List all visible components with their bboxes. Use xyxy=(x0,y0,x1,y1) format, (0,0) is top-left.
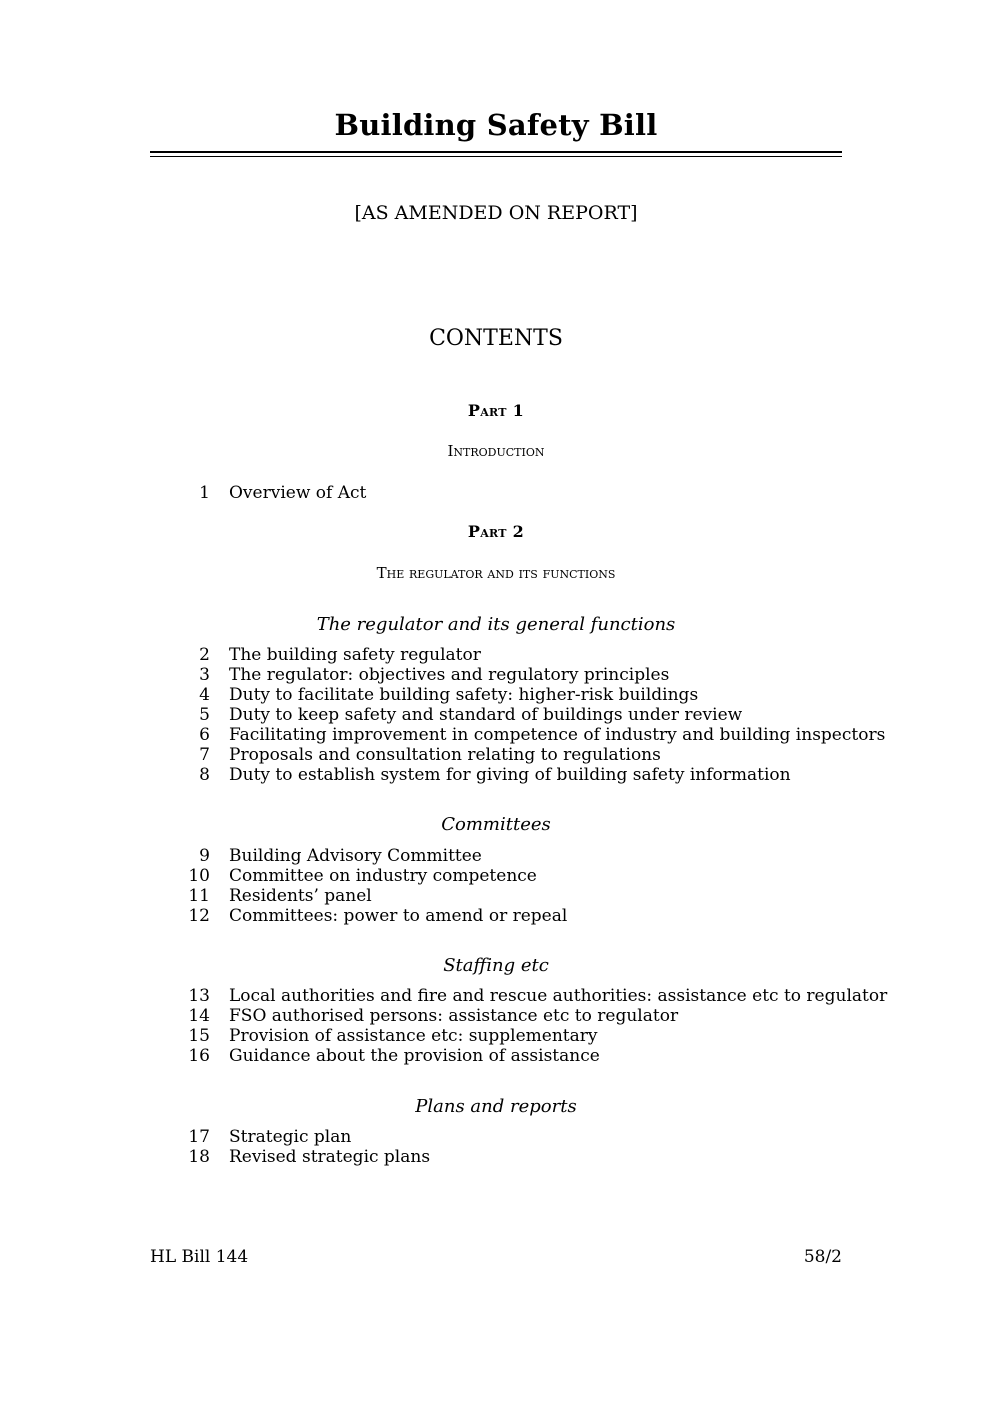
contents-entry[interactable] xyxy=(150,665,842,685)
entry-number: 16 xyxy=(188,1046,210,1066)
title-rule-thin xyxy=(150,156,842,157)
entry-number: 1 xyxy=(199,483,210,503)
entry-number: 4 xyxy=(199,685,210,705)
contents-entry[interactable] xyxy=(150,1147,842,1167)
entry-number: 12 xyxy=(188,906,210,926)
part-1-heading: Part 1 xyxy=(467,401,525,420)
entry-number: 8 xyxy=(199,765,210,785)
entry-title: FSO authorised persons: assistance etc to regulator xyxy=(229,1006,679,1026)
entry-title: Proposals and consultation relating to regulations xyxy=(229,745,661,765)
entry-title: Overview of Act xyxy=(229,483,367,503)
contents-entry[interactable] xyxy=(150,705,842,725)
entry-title: Duty to facilitate building safety: higher-risk buildings xyxy=(229,685,699,705)
entry-title: Facilitating improvement in competence of industry and building inspectors xyxy=(229,725,886,745)
entry-title: Revised strategic plans xyxy=(229,1147,431,1167)
entry-title: The regulator: objectives and regulatory principles xyxy=(229,665,670,685)
contents-entry[interactable] xyxy=(150,483,842,503)
entry-title: Guidance about the provision of assistance xyxy=(229,1046,600,1066)
bill-number: HL Bill 144 xyxy=(150,1247,249,1267)
entry-number: 13 xyxy=(188,986,210,1006)
entry-number: 17 xyxy=(188,1127,210,1147)
group-entry-list-regulator-functions xyxy=(150,645,886,785)
entry-title: Duty to establish system for giving of building safety information xyxy=(229,765,791,785)
contents-entry[interactable] xyxy=(150,645,842,665)
entry-title: Duty to keep safety and standard of buildings under review xyxy=(229,705,743,725)
title-rule-thick xyxy=(150,151,842,153)
bill-status: [AS AMENDED ON REPORT] xyxy=(354,202,638,224)
entry-title: Local authorities and fire and rescue authorities: assistance etc to regulator xyxy=(229,986,888,1006)
entry-title: Committees: power to amend or repeal xyxy=(229,906,568,926)
contents-entry[interactable] xyxy=(150,886,842,906)
bill-page xyxy=(150,0,888,1401)
contents-entry[interactable] xyxy=(150,745,842,765)
entry-number: 11 xyxy=(188,886,210,906)
group-heading-staffing: Staffing etc xyxy=(443,955,549,976)
contents-entry[interactable] xyxy=(150,1046,842,1066)
part-1-title: Introduction xyxy=(447,442,545,460)
group-entry-list-staffing xyxy=(150,986,888,1066)
group-heading-committees: Committees xyxy=(441,814,551,835)
entry-title: Building Advisory Committee xyxy=(229,846,482,866)
part-1-entry-list xyxy=(150,483,842,503)
contents-heading: CONTENTS xyxy=(429,326,563,351)
contents-entry[interactable] xyxy=(150,765,842,785)
group-heading-regulator-functions: The regulator and its general functions xyxy=(316,614,676,635)
entry-number: 15 xyxy=(188,1026,210,1046)
entry-title: Committee on industry competence xyxy=(229,866,537,886)
entry-number: 6 xyxy=(199,725,210,745)
entry-number: 7 xyxy=(199,745,210,765)
contents-entry[interactable] xyxy=(150,685,842,705)
entry-number: 5 xyxy=(199,705,210,725)
group-entry-list-committees xyxy=(150,846,842,926)
print-reference: 58/2 xyxy=(803,1247,842,1267)
entry-number: 3 xyxy=(199,665,210,685)
entry-title: Provision of assistance etc: supplementary xyxy=(229,1026,598,1046)
group-heading-plans-reports: Plans and reports xyxy=(415,1096,577,1117)
part-2-heading: Part 2 xyxy=(467,522,525,541)
contents-entry[interactable] xyxy=(150,906,842,926)
entry-number: 14 xyxy=(188,1006,210,1026)
entry-number: 18 xyxy=(188,1147,210,1167)
contents-entry[interactable] xyxy=(150,846,842,866)
part-2-title: The regulator and its functions xyxy=(376,564,616,582)
contents-entry[interactable] xyxy=(150,1026,842,1046)
entry-number: 10 xyxy=(188,866,210,886)
contents-entry[interactable] xyxy=(150,986,888,1006)
contents-entry[interactable] xyxy=(150,866,842,886)
entry-number: 9 xyxy=(199,846,210,866)
entry-number: 2 xyxy=(199,645,210,665)
entry-title: Strategic plan xyxy=(229,1127,352,1147)
group-entry-list-plans-reports xyxy=(150,1127,842,1167)
entry-title: Residents’ panel xyxy=(229,886,372,906)
contents-entry[interactable] xyxy=(150,725,886,745)
bill-title: Building Safety Bill xyxy=(334,108,658,142)
contents-entry[interactable] xyxy=(150,1127,842,1147)
entry-title: The building safety regulator xyxy=(229,645,481,665)
contents-entry[interactable] xyxy=(150,1006,842,1026)
